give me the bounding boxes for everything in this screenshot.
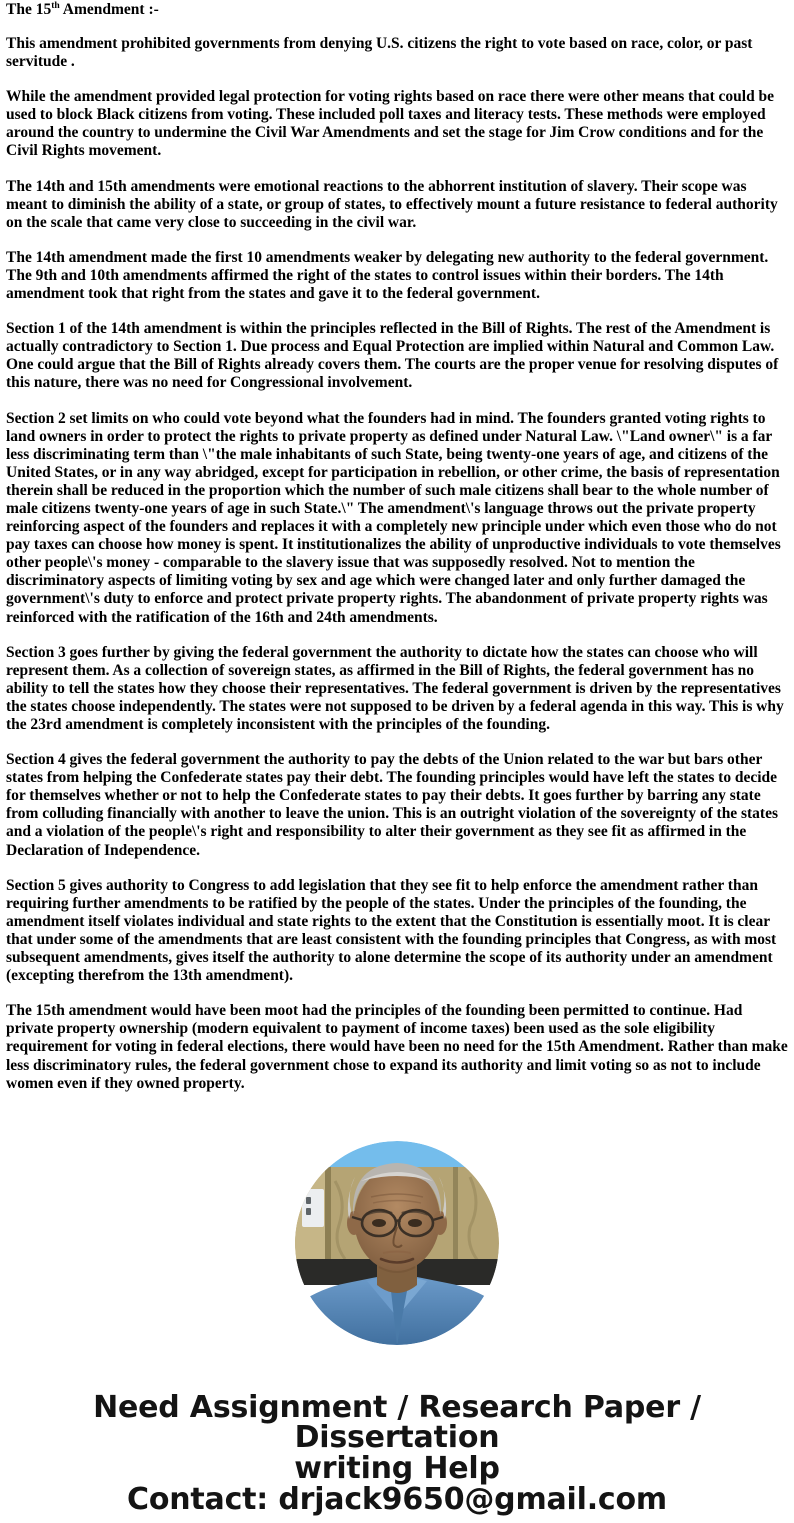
footer-line-1: Need Assignment / Research Paper / Dissertation [93,1389,701,1455]
body-paragraph: Section 5 gives authority to Congress to add legislation that they see fit to help enforce the amendment rather than requiring further amendments to be ratified by the people of the states. Under the principles of the founding, the amendment itself violates individual and state rights to the extent that the Constitution is essentially moot. It is clear that under some of the amendments that are least consistent with the founding principles that Congress, as with most subsequent amendments, gives itself the authority to alone determine the scope of its authority under an amendment (excepting therefrom the 13th amendment). [6,876,777,985]
footer-line-3: Contact: drjack9650@gmail.com [127,1481,667,1517]
body-paragraph: This amendment prohibited governments from denying U.S. citizens the right to vote based on race, color, or past servitude . [6,35,753,71]
profile-photo-image [295,1141,499,1345]
page-title-suffix: Amendment :- [59,1,159,18]
profile-photo [295,1141,499,1345]
body-paragraph: Section 3 goes further by giving the federal government the authority to dictate how the states can choose who will represent them. As a collection of sovereign states, as affirmed in the Bill of Rights, the federal government has no ability to tell the states how they choose their representatives. The federal government is driven by the representatives the states choose independently. The states were not supposed to be driven by a federal agenda in this way. This is why the 23rd amendment is completely inconsistent with the principles of the founding. [6,643,784,733]
body-paragraph: The 14th and 15th amendments were emotional reactions to the abhorrent institution of slavery. Their scope was meant to diminish the ability of a state, or group of states, to effectively mount a future resistance to federal authority on the scale that came very close to succeeding in the civil war. [6,177,778,231]
page-title-superscript: th [51,0,60,11]
photo-container [6,1141,788,1345]
body-paragraph: The 14th amendment made the first 10 amendments weaker by delegating new authority to the federal government. The 9th and 10th amendments affirmed the right of the states to control issues within their borders. The 14th amendment took that right from the states and gave it to the federal government. [6,248,769,303]
body-paragraph: Section 1 of the 14th amendment is within the principles reflected in the Bill of Rights. The rest of the Amendment is actually contradictory to Section 1. Due process and Equal Protection are implied within Natural and Common Law. One could argue that the Bill of Rights already covers them. The courts are the proper venue for resolving disputes of this nature, there was no need for Congressional involvement. [6,320,779,392]
body-paragraph: Section 2 set limits on who could vote beyond what the founders had in mind. The founders granted voting rights to land owners in order to protect the rights to private property as defined under Natural Law. \"Land owner\" is a far less discriminating term than \"the male inhabitants of such State, being twenty-one years of age, and citizens of the United States, or in any way abridged, except for participation in rebellion, or other crime, the basis of representation therein shall be reduced in the proportion which the number of such male citizens shall bear to the whole number of male citizens twenty-one years of age in such State.\" The amendment\'s language throws out the private property reinforcing aspect of the founders and replaces it with a completely new principle under which even those who do not pay taxes can choose how money is spent. It institutionalizes the ability of unproductive individuals to vote themselves other people\'s money - comparable to the slavery issue that was supposedly resolved. Not to mention the discriminatory aspects of limiting voting by sex and age which were changed later and only further damaged the government\'s duty to enforce and protect private property rights. The abandonment of private property rights was reinforced with the ratification of the 16th and 24th amendments. [6,409,781,626]
page-title [6,0,788,18]
contact-footer [6,1389,788,1517]
body-paragraph: The 15th amendment would have been moot had the principles of the founding been permitted to continue. Had private property ownership (modern equivalent to payment of income taxes) been used as the sole eligibility requirement for voting in federal elections, there would have been no need for the 15th Amendment. Rather than make less discriminatory rules, the federal government chose to expand its authority and limit voting so as not to include women even if they owned property. [6,1002,788,1092]
body-paragraph: Section 4 gives the federal government the authority to pay the debts of the Union related to the war but bars other states from helping the Confederate states pay their debt. The founding principles would have left the states to decide for themselves whether or not to help the Confederate states to pay their debts. It goes further by barring any state from colluding financially with another to leave the union. This is an outright violation of the sovereignty of the states and a violation of the people\'s right and responsibility to alter their government as they see fit as affirmed in the Declaration of Independence. [6,751,778,859]
footer-line-2: writing Help [294,1450,500,1486]
page-title-prefix: The 15 [6,1,52,18]
body-paragraph: While the amendment provided legal protection for voting rights based on race there were other means that could be used to block Black citizens from voting. These included poll taxes and literacy tests. These methods were employed around the country to undermine the Civil War Amendments and set the stage for Jim Crow conditions and for the Civil Rights movement. [6,88,774,160]
